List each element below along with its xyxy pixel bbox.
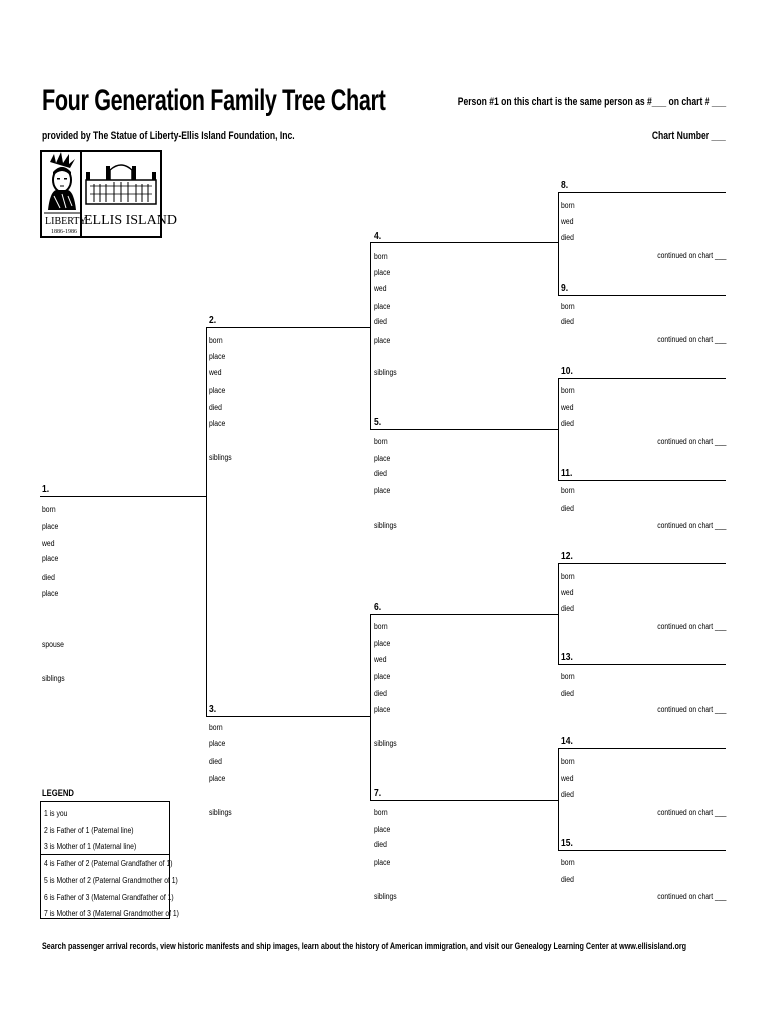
person-6-line bbox=[370, 614, 559, 615]
person-5-number: 5. bbox=[374, 417, 382, 428]
statue-of-liberty-icon bbox=[48, 152, 76, 210]
person-5-siblings[interactable]: siblings bbox=[374, 521, 397, 530]
person-10-born[interactable]: born bbox=[561, 386, 575, 395]
person-15-continued[interactable]: continued on chart ___ bbox=[656, 892, 726, 901]
connector-2-5 bbox=[370, 327, 371, 429]
person-1-spouse[interactable]: spouse bbox=[42, 640, 64, 649]
legend-item: 1 is you bbox=[44, 809, 68, 818]
person-12-born[interactable]: born bbox=[561, 572, 575, 581]
person-4-wed-place[interactable]: place bbox=[374, 302, 391, 311]
person-15-born[interactable]: born bbox=[561, 858, 575, 867]
person-3-died[interactable]: died bbox=[209, 757, 222, 766]
person-9-born[interactable]: born bbox=[561, 302, 575, 311]
person-4-siblings[interactable]: siblings bbox=[374, 368, 397, 377]
person-6-wed-place[interactable]: place bbox=[374, 672, 391, 681]
person-1-died-place[interactable]: place bbox=[42, 589, 59, 598]
person-14-number: 14. bbox=[561, 736, 573, 747]
legend-item: 5 is Mother of 2 (Paternal Grandmother of 1) bbox=[44, 876, 178, 885]
person-1-number: 1. bbox=[42, 484, 50, 495]
legend-item: 7 is Mother of 3 (Maternal Grandmother of 1) bbox=[44, 909, 179, 918]
person-4-line bbox=[370, 242, 559, 243]
person-14-died[interactable]: died bbox=[561, 790, 574, 799]
connector-4-9 bbox=[558, 242, 559, 295]
person-4-wed[interactable]: wed bbox=[374, 284, 387, 293]
connector-7-14 bbox=[558, 748, 559, 801]
person-1-wed-place[interactable]: place bbox=[42, 554, 59, 563]
person-7-line bbox=[370, 800, 559, 801]
person-3-line bbox=[206, 716, 371, 717]
person-2-died-place[interactable]: place bbox=[209, 419, 226, 428]
person-14-continued[interactable]: continued on chart ___ bbox=[656, 808, 726, 817]
person-2-born[interactable]: born bbox=[209, 336, 223, 345]
person-2-line bbox=[206, 327, 371, 328]
person-10-wed[interactable]: wed bbox=[561, 403, 574, 412]
person-11-line bbox=[558, 480, 726, 481]
person-15-number: 15. bbox=[561, 838, 573, 849]
legend-item: 6 is Father of 3 (Maternal Grandfather of 1) bbox=[44, 893, 174, 902]
person-5-died[interactable]: died bbox=[374, 469, 387, 478]
person-3-siblings[interactable]: siblings bbox=[209, 808, 232, 817]
person-12-died[interactable]: died bbox=[561, 604, 574, 613]
person-13-born[interactable]: born bbox=[561, 672, 575, 681]
logo-liberty-text: LIBERTY bbox=[45, 216, 87, 227]
person-10-number: 10. bbox=[561, 366, 573, 377]
person-5-line bbox=[370, 429, 559, 430]
person-6-died[interactable]: died bbox=[374, 689, 387, 698]
person-12-number: 12. bbox=[561, 551, 573, 562]
connector-4-8 bbox=[558, 192, 559, 243]
person-14-wed[interactable]: wed bbox=[561, 774, 574, 783]
person-2-siblings[interactable]: siblings bbox=[209, 453, 232, 462]
person-12-continued[interactable]: continued on chart ___ bbox=[656, 622, 726, 631]
legend-item: 3 is Mother of 1 (Maternal line) bbox=[44, 842, 137, 851]
person-4-number: 4. bbox=[374, 231, 382, 242]
person-9-died[interactable]: died bbox=[561, 317, 574, 326]
person-14-line bbox=[558, 748, 726, 749]
page-title: Four Generation Family Tree Chart bbox=[42, 84, 386, 117]
connector-6-12 bbox=[558, 563, 559, 615]
person-12-wed[interactable]: wed bbox=[561, 588, 574, 597]
person-2-born-place[interactable]: place bbox=[209, 352, 226, 361]
connector-1-2 bbox=[206, 327, 207, 497]
person-4-born-place[interactable]: place bbox=[374, 268, 391, 277]
person-8-born[interactable]: born bbox=[561, 201, 575, 210]
person-7-number: 7. bbox=[374, 788, 382, 799]
person-10-line bbox=[558, 378, 726, 379]
person-11-number: 11. bbox=[561, 468, 573, 479]
person-11-died[interactable]: died bbox=[561, 504, 574, 513]
person-1-born-place[interactable]: place bbox=[42, 522, 59, 531]
person-12-line bbox=[558, 563, 726, 564]
person-4-died[interactable]: died bbox=[374, 317, 387, 326]
person-4-died-place[interactable]: place bbox=[374, 336, 391, 345]
connector-5-11 bbox=[558, 429, 559, 480]
person-6-wed[interactable]: wed bbox=[374, 655, 387, 664]
person-2-wed-place[interactable]: place bbox=[209, 386, 226, 395]
person-7-siblings[interactable]: siblings bbox=[374, 892, 397, 901]
legend-item: 4 is Father of 2 (Paternal Grandfather of 1) bbox=[44, 859, 173, 868]
person-15-line bbox=[558, 850, 726, 851]
legend-divider bbox=[41, 854, 169, 855]
logo-years-text: 1886-1986 bbox=[51, 229, 77, 235]
person-3-died-place[interactable]: place bbox=[209, 774, 226, 783]
connector-7-15 bbox=[558, 800, 559, 850]
person-reference-line: Person #1 on this chart is the same person as #___ on chart # ___ bbox=[457, 96, 726, 108]
person-6-born[interactable]: born bbox=[374, 622, 388, 631]
person-1-siblings[interactable]: siblings bbox=[42, 674, 65, 683]
person-10-died[interactable]: died bbox=[561, 419, 574, 428]
person-9-number: 9. bbox=[561, 283, 569, 294]
person-8-died[interactable]: died bbox=[561, 233, 574, 242]
person-5-born-place[interactable]: place bbox=[374, 454, 391, 463]
person-4-born[interactable]: born bbox=[374, 252, 388, 261]
person-15-died[interactable]: died bbox=[561, 875, 574, 884]
person-7-died[interactable]: died bbox=[374, 840, 387, 849]
person-7-born[interactable]: born bbox=[374, 808, 388, 817]
person-2-wed[interactable]: wed bbox=[209, 368, 222, 377]
legend-item: 2 is Father of 1 (Paternal line) bbox=[44, 826, 134, 835]
person-1-born[interactable]: born bbox=[42, 505, 56, 514]
person-1-died[interactable]: died bbox=[42, 573, 55, 582]
chart-number-line: Chart Number ___ bbox=[652, 130, 726, 142]
legend-title: LEGEND bbox=[42, 788, 74, 798]
person-6-number: 6. bbox=[374, 602, 382, 613]
person-11-born[interactable]: born bbox=[561, 486, 575, 495]
connector-3-7 bbox=[370, 716, 371, 800]
person-1-line bbox=[40, 496, 207, 497]
person-7-died-place[interactable]: place bbox=[374, 858, 391, 867]
person-8-number: 8. bbox=[561, 180, 569, 191]
person-11-continued[interactable]: continued on chart ___ bbox=[656, 521, 726, 530]
person-10-continued[interactable]: continued on chart ___ bbox=[656, 437, 726, 446]
person-1-wed[interactable]: wed bbox=[42, 539, 55, 548]
person-13-died[interactable]: died bbox=[561, 689, 574, 698]
person-9-line bbox=[558, 295, 726, 296]
person-14-born[interactable]: born bbox=[561, 757, 575, 766]
person-9-continued[interactable]: continued on chart ___ bbox=[656, 335, 726, 344]
logo-ellis-text: ELLIS ISLAND bbox=[84, 213, 177, 228]
person-13-continued[interactable]: continued on chart ___ bbox=[656, 705, 726, 714]
person-5-born[interactable]: born bbox=[374, 437, 388, 446]
person-8-continued[interactable]: continued on chart ___ bbox=[656, 251, 726, 260]
person-13-line bbox=[558, 664, 726, 665]
ellis-island-building-icon bbox=[86, 165, 156, 204]
logo-graphic bbox=[42, 152, 177, 236]
person-5-died-place[interactable]: place bbox=[374, 486, 391, 495]
person-3-number: 3. bbox=[209, 704, 217, 715]
person-8-line bbox=[558, 192, 726, 193]
person-6-born-place[interactable]: place bbox=[374, 639, 391, 648]
legend-box bbox=[40, 801, 179, 919]
connector-2-4 bbox=[370, 242, 371, 328]
person-8-wed[interactable]: wed bbox=[561, 217, 574, 226]
person-3-born-place[interactable]: place bbox=[209, 739, 226, 748]
connector-6-13 bbox=[558, 614, 559, 664]
person-6-died-place[interactable]: place bbox=[374, 705, 391, 714]
person-6-siblings[interactable]: siblings bbox=[374, 739, 397, 748]
connector-5-10 bbox=[558, 378, 559, 430]
connector-3-6 bbox=[370, 614, 371, 717]
person-2-number: 2. bbox=[209, 315, 217, 326]
person-7-born-place[interactable]: place bbox=[374, 825, 391, 834]
person-13-number: 13. bbox=[561, 652, 573, 663]
liberty-ellis-island-logo bbox=[40, 150, 177, 238]
connector-1-3 bbox=[206, 497, 207, 716]
provided-by-text: provided by The Statue of Liberty-Ellis Island Foundation, Inc. bbox=[42, 130, 295, 142]
footer-text: Search passenger arrival records, view historic manifests and ship images, learn about the history of American immigration, and visit our Genealogy Learning Center at www.ellisisland.org bbox=[42, 941, 687, 951]
person-2-died[interactable]: died bbox=[209, 403, 222, 412]
person-3-born[interactable]: born bbox=[209, 723, 223, 732]
